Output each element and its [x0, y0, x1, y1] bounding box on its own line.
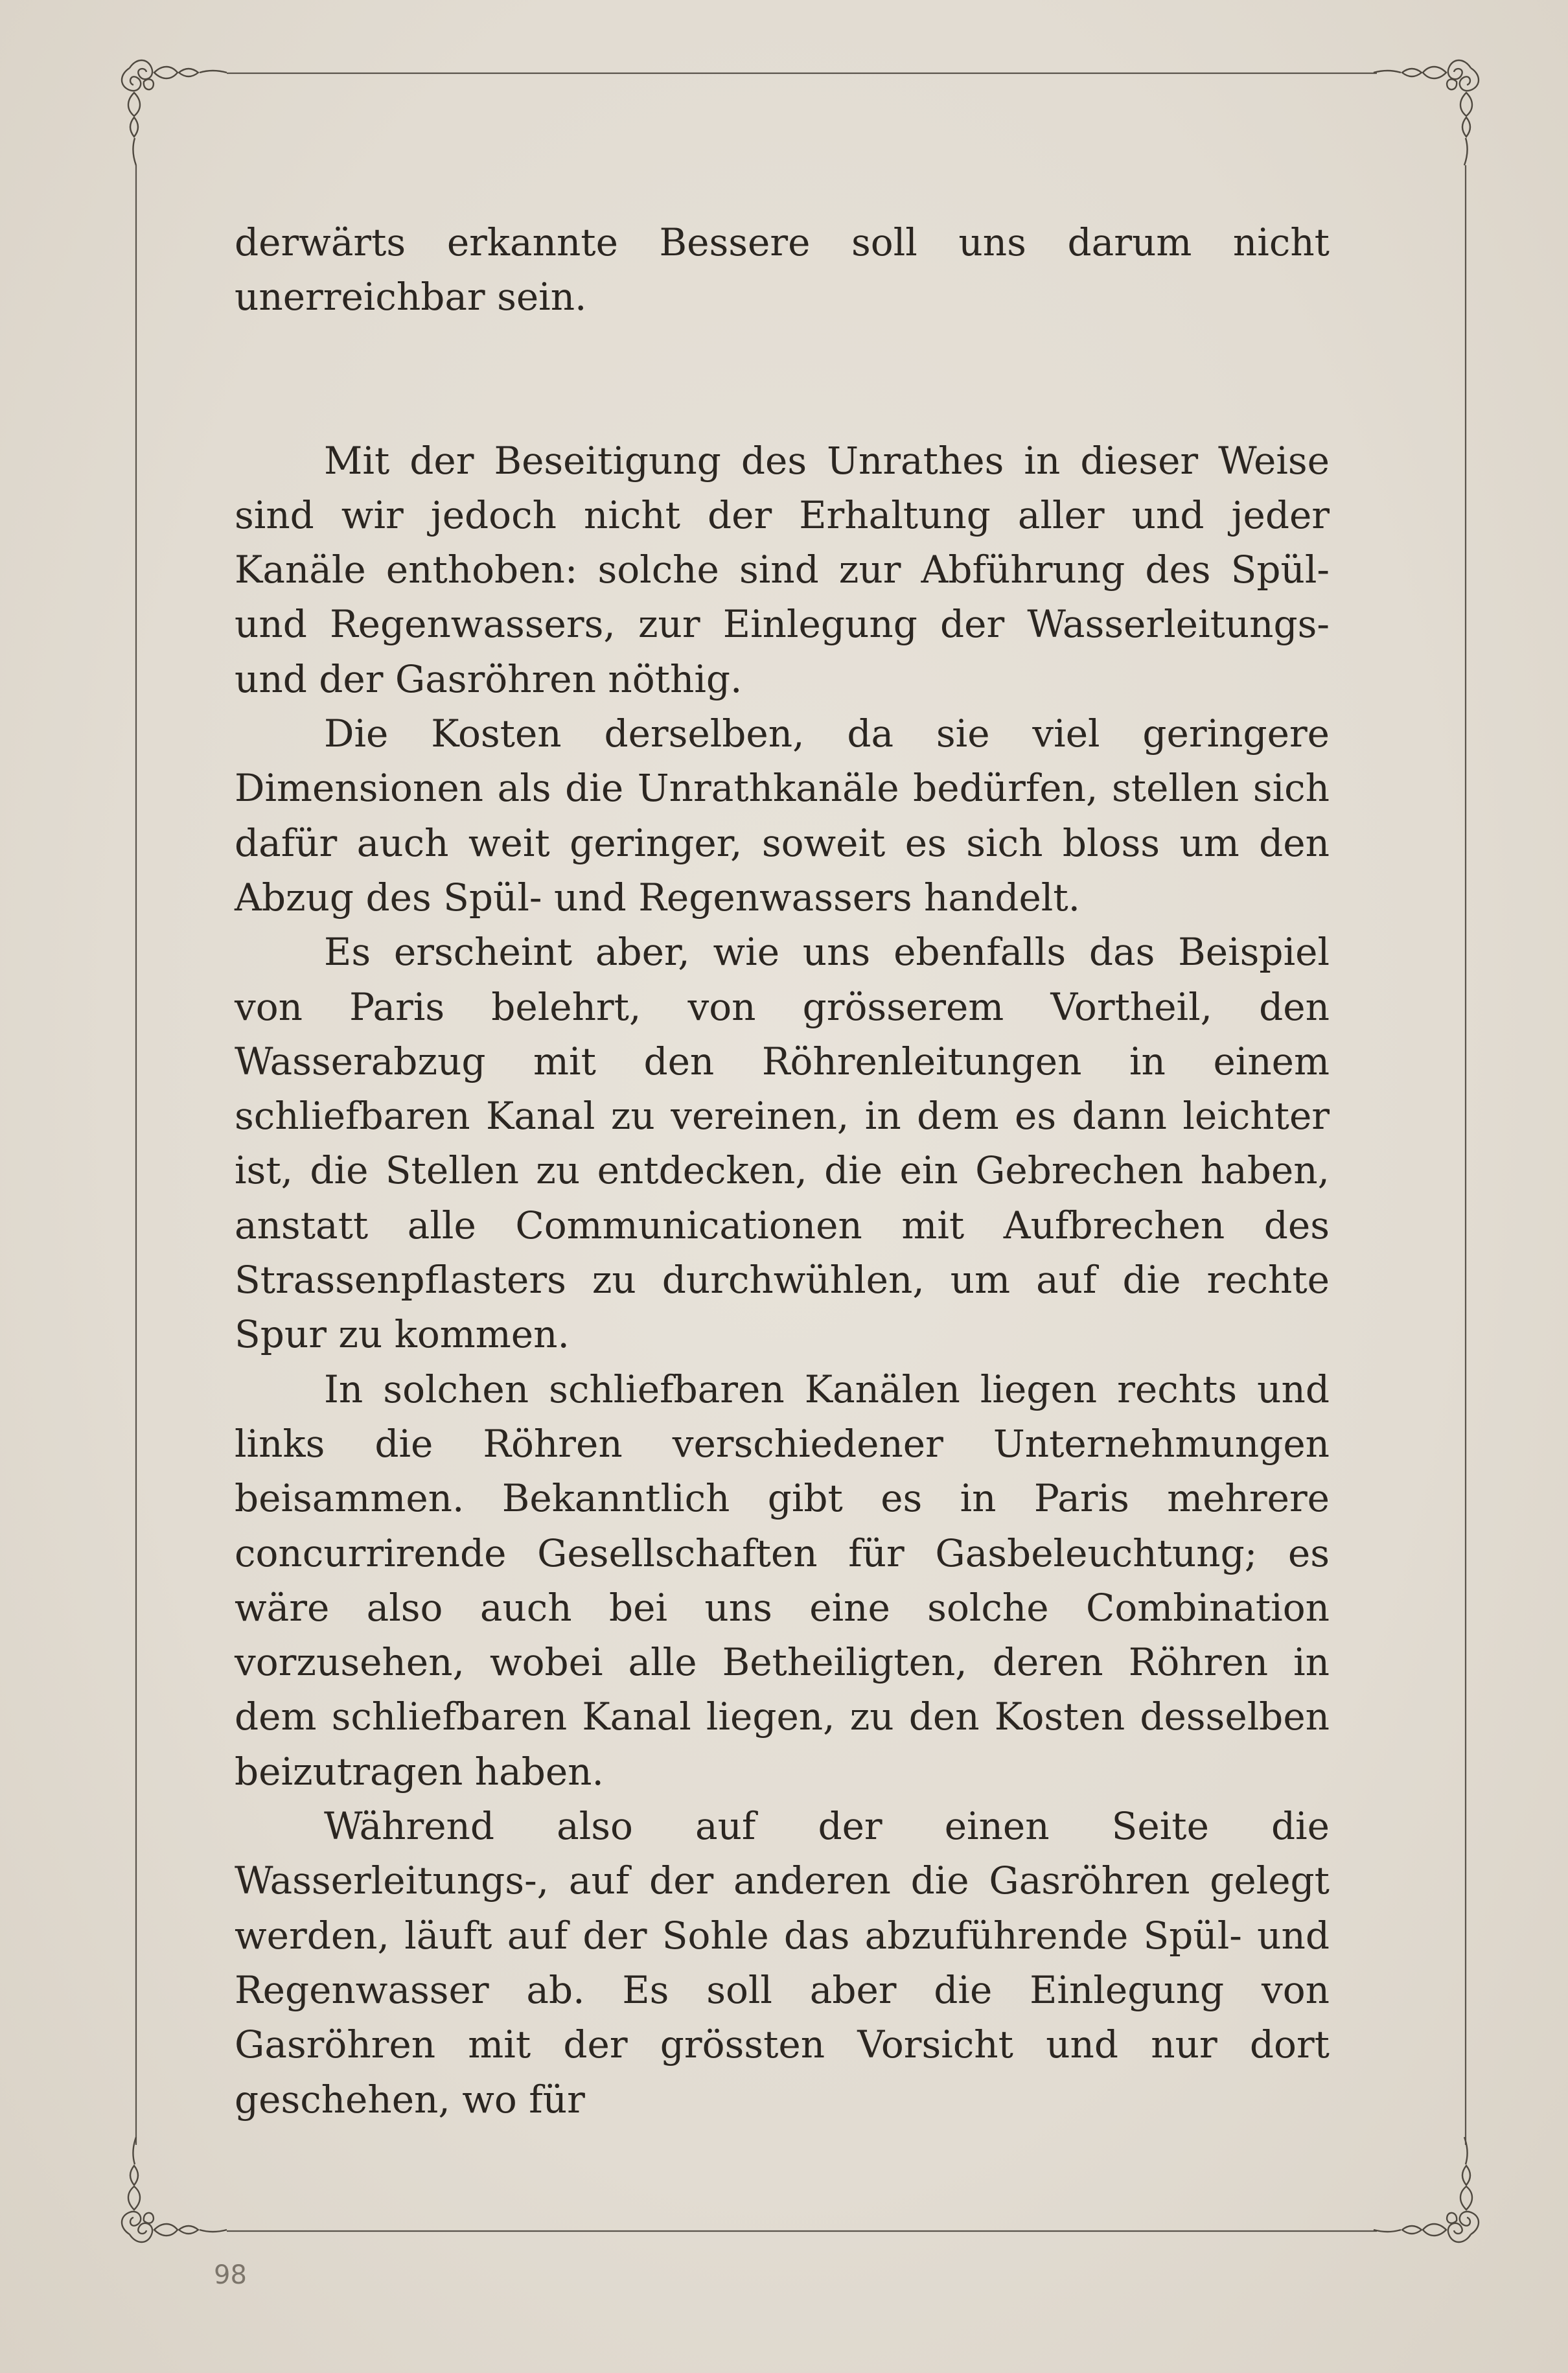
page-number: 98 [214, 2260, 247, 2290]
corner-ornament-top-left-icon [122, 60, 227, 165]
paragraph: Es erscheint aber, wie uns ebenfalls das Beispiel von Paris belehrt, von grösserem Vortheil, den Wasserabzug mit den Röhrenleitungen in einem schliefbaren Kanal zu vereinen, in dem es dann leichter ist, die Stellen zu entdecken, die ein Gebrechen haben, anstatt alle Communicationen mit Aufbrechen des Strassenpflasters zu durchwühlen, um auf die rechte Spur zu kommen. [235, 930, 1330, 1357]
paragraph: In solchen schliefbaren Kanälen liegen rechts und links die Röhren verschiedener Unternehmungen beisammen. Bekanntlich gibt es in Paris mehrere concurrirende Gesellschaften für Gasbeleuchtung; es wäre also auch bei uns eine solche Combination vorzusehen, wobei alle Betheiligten, deren Röhren in dem schliefbaren Kanal liegen, zu den Kosten desselben beizutragen haben. [235, 1367, 1330, 1794]
paragraph: Während also auf der einen Seite die Wasserleitungs-, auf der anderen die Gasröhren gelegt werden, läuft auf der Sohle das abzuführende Spül- und Regenwasser ab. Es soll aber die Einlegung von Gasröhren mit der grössten Vorsicht und nur dort geschehen, wo für [235, 1804, 1330, 2122]
corner-ornament-top-right-icon [1374, 60, 1479, 165]
corner-ornament-bottom-right-icon [1374, 2137, 1479, 2242]
paragraph: Die Kosten derselben, da sie viel geringere Dimensionen als die Unrathkanäle bedürfen, stellen sich dafür auch weit geringer, soweit es sich bloss um den Abzug des Spül- und Regenwassers handelt. [235, 712, 1330, 920]
paragraph-continuation: derwärts erkannte Bessere soll uns darum nicht unerreichbar sein. [235, 220, 1330, 319]
paragraph: Mit der Beseitigung des Unrathes in dieser Weise sind wir jedoch nicht der Erhaltung aller und jeder Kanäle enthoben: solche sind zur Abführung des Spül- und Regenwassers, zur Einlegung der Wasserleitungs- und der Gasröhren nöthig. [235, 438, 1330, 701]
body-text [235, 215, 1330, 2127]
corner-ornament-bottom-left-icon [122, 2137, 227, 2242]
